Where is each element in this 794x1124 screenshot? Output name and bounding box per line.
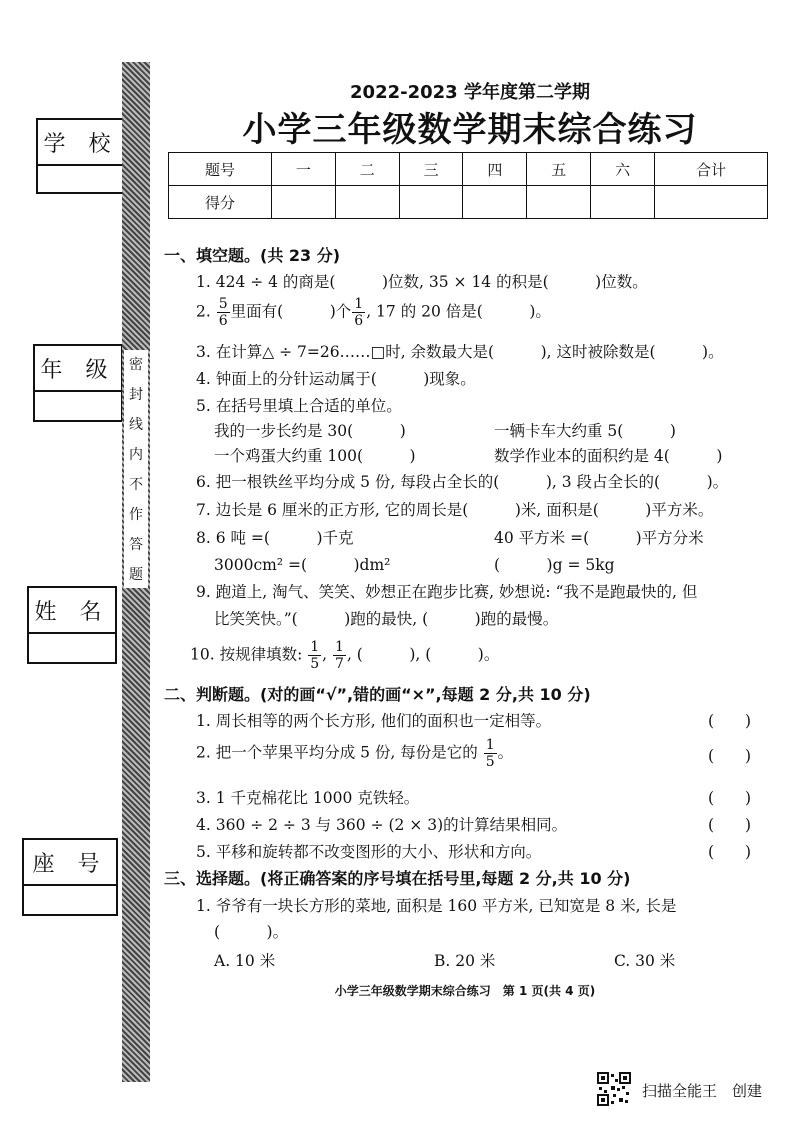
question: 5. 在括号里填上合适的单位。 xyxy=(196,397,402,415)
question: 10. 按规律填数: $\frac{1}{5}$ , $\frac{1}{7}$ , ( ), ( )。 xyxy=(190,639,500,672)
score-cell: 三 xyxy=(399,153,463,186)
seal-char: 题 xyxy=(129,567,143,583)
score-cell: 一 xyxy=(272,153,336,186)
question xyxy=(196,297,551,328)
section-title-choice: 三、选择题。(将正确答案的序号填在括号里,每题 2 分,共 10 分) xyxy=(164,869,631,888)
fraction xyxy=(333,640,346,671)
question: 1. 424 ÷ 4 的商是( )位数, 35 × 14 的积是( )位数。 xyxy=(196,273,648,291)
question: 3. 在计算△ ÷ 7=26……□时, 余数最大是( ), 这时被除数是( )。 xyxy=(196,343,724,361)
question-text: 2. xyxy=(196,302,211,321)
section-title-fill: 一、填空题。(共 23 分) xyxy=(164,246,341,265)
denominator: 7 xyxy=(335,656,344,672)
school-label: 学 校 xyxy=(38,120,124,166)
question: 1. 周长相等的两个长方形, 他们的面积也一定相等。 xyxy=(196,712,552,730)
seal-char: 封 xyxy=(129,387,143,403)
fraction xyxy=(308,640,321,671)
score-cell: 得分 xyxy=(169,186,272,219)
seal-char: 不 xyxy=(129,477,143,493)
question: 4. 钟面上的分针运动属于( )现象。 xyxy=(196,370,476,388)
question: 比笑笑快。”( )跑的最快, ( )跑的最慢。 xyxy=(214,610,559,628)
school-year: 2022-2023 学年度第二学期 xyxy=(350,82,590,103)
score-cell: 合计 xyxy=(655,153,768,186)
question: 9. 跑道上, 淘气、笑笑、妙想正在跑步比赛, 妙想说: “我不是跑最快的, 但 xyxy=(196,583,698,601)
question: ( )g = 5kg xyxy=(494,556,615,574)
score-input[interactable] xyxy=(463,186,527,219)
score-table xyxy=(168,152,768,219)
fraction xyxy=(484,738,497,769)
name-label: 姓 名 xyxy=(29,588,115,634)
seal-char: 作 xyxy=(129,507,143,523)
score-cell: 六 xyxy=(591,153,655,186)
option-c[interactable]: C. 30 米 xyxy=(614,952,676,970)
score-cell: 二 xyxy=(335,153,399,186)
numerator: 1 xyxy=(485,737,495,753)
seat-label: 座 号 xyxy=(24,840,116,886)
answer-paren[interactable]: ( ) xyxy=(708,843,752,861)
unit-item: 一个鸡蛋大约重 100( ) xyxy=(214,447,416,465)
scanner-watermark: 扫描全能王 创建 xyxy=(642,1082,763,1100)
question: ( )。 xyxy=(214,923,289,941)
numerator: 5 xyxy=(218,296,228,312)
unit-item: 我的一步长约是 30( ) xyxy=(214,422,406,440)
unit-item: 数学作业本的面积约是 4( ) xyxy=(494,447,723,465)
question-text: 2. 把一个苹果平均分成 5 份, 每份是它的 xyxy=(196,743,478,762)
question-text: 10. 按规律填数: xyxy=(190,645,303,664)
numerator: 1 xyxy=(310,639,320,655)
question: 8. 6 吨 =( )千克 xyxy=(196,529,354,547)
page-footer: 小学三年级数学期末综合练习 第 1 页(共 4 页) xyxy=(334,984,596,998)
section-title-judge: 二、判断题。(对的画“√”,错的画“×”,每题 2 分,共 10 分) xyxy=(164,685,591,704)
seal-char: 密 xyxy=(129,357,143,373)
score-input[interactable] xyxy=(527,186,591,219)
question: 3. 1 千克棉花比 1000 克铁轻。 xyxy=(196,789,420,807)
seat-box xyxy=(22,838,118,916)
question: 1. 爷爷有一块长方形的菜地, 面积是 160 平方米, 已知宽是 8 米, 长是 xyxy=(196,897,677,915)
question-text: , ( ), ( )。 xyxy=(346,645,500,664)
question: 4. 360 ÷ 2 ÷ 3 与 360 ÷ (2 × 3)的计算结果相同。 xyxy=(196,816,568,834)
score-input[interactable] xyxy=(272,186,336,219)
numerator: 1 xyxy=(335,639,344,655)
denominator: 5 xyxy=(310,656,320,672)
question: 3000cm² =( )dm² xyxy=(214,556,391,574)
denominator: 6 xyxy=(218,313,228,329)
numerator: 1 xyxy=(354,296,364,312)
denominator: 5 xyxy=(485,754,495,770)
score-input[interactable] xyxy=(655,186,768,219)
score-header-row xyxy=(169,153,768,186)
score-cell: 题号 xyxy=(169,153,272,186)
score-cell: 四 xyxy=(463,153,527,186)
score-input[interactable] xyxy=(335,186,399,219)
answer-paren[interactable]: ( ) xyxy=(708,712,752,730)
grade-label: 年 级 xyxy=(35,346,121,392)
question-text: 。 xyxy=(497,743,514,762)
fraction xyxy=(352,297,365,328)
option-b[interactable]: B. 20 米 xyxy=(434,952,496,970)
qr-code-icon xyxy=(597,1072,631,1106)
denominator: 6 xyxy=(354,313,364,329)
seal-char: 答 xyxy=(129,537,143,553)
grade-box xyxy=(33,344,123,422)
score-cell: 五 xyxy=(527,153,591,186)
answer-paren[interactable]: ( ) xyxy=(708,816,752,834)
seal-line-text xyxy=(124,350,148,588)
score-input[interactable] xyxy=(591,186,655,219)
question: 40 平方米 =( )平方分米 xyxy=(494,529,704,547)
seal-char: 内 xyxy=(129,447,143,463)
question: 7. 边长是 6 厘米的正方形, 它的周长是( )米, 面积是( )平方米。 xyxy=(196,501,714,519)
answer-paren[interactable]: ( ) xyxy=(708,747,752,765)
answer-paren[interactable]: ( ) xyxy=(708,789,752,807)
seal-char: 线 xyxy=(129,417,143,433)
question: 5. 平移和旋转都不改变图形的大小、形状和方向。 xyxy=(196,843,542,861)
name-box xyxy=(27,586,117,664)
question-text: 里面有( )个 xyxy=(230,302,352,321)
question xyxy=(196,738,513,769)
question: 6. 把一根铁丝平均分成 5 份, 每段占全长的( ), 3 段占全长的( )。 xyxy=(196,473,729,491)
fraction xyxy=(217,297,230,328)
question-text: , 17 的 20 倍是( )。 xyxy=(366,302,551,321)
page-title: 小学三年级数学期末综合练习 xyxy=(242,110,698,150)
score-value-row xyxy=(169,186,768,219)
school-box xyxy=(36,118,126,194)
option-a[interactable]: A. 10 米 xyxy=(214,952,276,970)
score-input[interactable] xyxy=(399,186,463,219)
unit-item: 一辆卡车大约重 5( ) xyxy=(494,422,676,440)
